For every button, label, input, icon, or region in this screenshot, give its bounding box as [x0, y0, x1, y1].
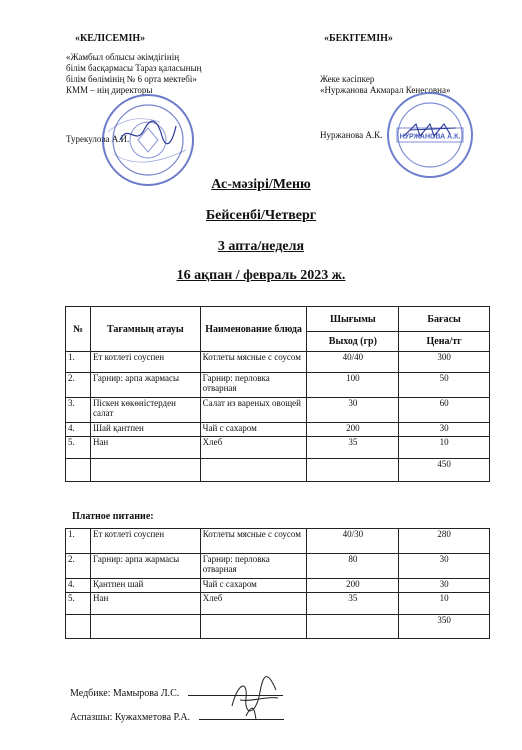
approved-line-1: Жеке кәсіпкер: [320, 74, 375, 84]
row-yield: 35: [307, 437, 399, 459]
approved-title: «БЕКІТЕМІН»: [324, 33, 393, 44]
row-num: 1.: [66, 529, 91, 554]
row-name-kz: Нан: [90, 437, 200, 459]
agreed-line-3: білім бөлімінің № 6 орта мектебі»: [66, 74, 197, 84]
agreed-signer: Турекулова А.И.: [66, 134, 130, 144]
table-row: [66, 423, 490, 437]
col-yield-kz-header: Шығымы: [307, 307, 399, 332]
table-row: [66, 398, 490, 423]
row-name-ru: Гарнир: перловка отварная: [200, 373, 307, 398]
table-header-row: [66, 307, 490, 332]
row-num: 5.: [66, 437, 91, 459]
row-price: 30: [399, 579, 490, 593]
day-title: Бейсенбі/Четверг: [205, 208, 317, 223]
table-row: [66, 373, 490, 398]
row-name-ru: Чай с сахаром: [200, 579, 307, 593]
table-row: [66, 579, 490, 593]
table-total-row: [66, 459, 490, 482]
row-yield: 100: [307, 373, 399, 398]
director-signature: [118, 118, 178, 148]
row-name-ru: Чай с сахаром: [200, 423, 307, 437]
paid-meals-label: Платное питание:: [72, 511, 154, 522]
row-price: 60: [399, 398, 490, 423]
col-price-ru-header: Цена/тг: [399, 332, 490, 352]
row-name-kz: Ет котлеті соуспен: [90, 529, 200, 554]
row-price: 280: [399, 529, 490, 554]
col-yield-ru-header: Выход (гр): [307, 332, 399, 352]
row-name-kz: Ет котлеті соуспен: [90, 352, 200, 373]
row-num: 3.: [66, 398, 91, 423]
row-name-kz: Гарнир: арпа жармасы: [90, 373, 200, 398]
paid-menu-table: [65, 528, 490, 639]
agreed-line-4: КММ – нің директоры: [66, 85, 153, 95]
row-num: 2.: [66, 554, 91, 579]
row-name-kz: Шай қантпен: [90, 423, 200, 437]
row-name-ru: Котлеты мясные с соусом: [200, 529, 307, 554]
row-name-ru: Хлеб: [200, 593, 307, 615]
row-yield: 30: [307, 398, 399, 423]
total-price: 450: [399, 459, 490, 482]
row-name-kz: Піскен көкөністерден салат: [90, 398, 200, 423]
week-title: 3 апта/неделя: [217, 239, 305, 254]
row-yield: 200: [307, 423, 399, 437]
agreed-line-1: «Жамбыл облысы әкімдігінің: [66, 52, 180, 62]
row-price: 10: [399, 593, 490, 615]
entrepreneur-signature: [400, 118, 460, 142]
row-num: 4.: [66, 579, 91, 593]
col-price-kz-header: Бағасы: [399, 307, 490, 332]
menu-table: [65, 306, 490, 482]
row-yield: 80: [307, 554, 399, 579]
row-yield: 35: [307, 593, 399, 615]
row-name-kz: Қантпен шай: [90, 579, 200, 593]
table-row: [66, 352, 490, 373]
row-name-kz: Гарнир: арпа жармасы: [90, 554, 200, 579]
row-price: 50: [399, 373, 490, 398]
col-name-ru-header: Наименование блюда: [200, 307, 307, 352]
row-name-ru: Котлеты мясные с соусом: [200, 352, 307, 373]
row-price: 300: [399, 352, 490, 373]
nurse-label: Медбике: Мамырова Л.С.: [70, 688, 180, 699]
table-row: [66, 437, 490, 459]
date-title: 16 ақпан / февраль 2023 ж.: [176, 268, 346, 283]
row-yield: 40/40: [307, 352, 399, 373]
col-name-kz-header: Тағамның атауы: [90, 307, 200, 352]
entrepreneur-stamp-text: НУРЖАНОВА А.К.: [399, 133, 461, 141]
col-num-header: №: [66, 307, 91, 352]
row-num: 1.: [66, 352, 91, 373]
table-row: [66, 593, 490, 615]
row-price: 10: [399, 437, 490, 459]
table-row: [66, 529, 490, 554]
table-row: [66, 554, 490, 579]
row-num: 2.: [66, 373, 91, 398]
row-yield: 200: [307, 579, 399, 593]
row-name-ru: Хлеб: [200, 437, 307, 459]
row-name-kz: Нан: [90, 593, 200, 615]
row-price: 30: [399, 554, 490, 579]
nurse-signature: [226, 672, 282, 722]
agreed-org-block: [66, 52, 241, 96]
table-total-row: [66, 615, 490, 639]
total-price: 350: [399, 615, 490, 639]
approved-signer: Нуржанова А.К.: [320, 130, 383, 140]
row-name-ru: Гарнир: перловка отварная: [200, 554, 307, 579]
cook-label: Аспазшы: Кужахметова Р.А.: [70, 712, 191, 723]
row-num: 5.: [66, 593, 91, 615]
row-name-ru: Салат из вареных овощей: [200, 398, 307, 423]
agreed-title: «КЕЛІСЕМІН»: [75, 33, 146, 44]
agreed-line-2: білім басқармасы Тараз қаласының: [66, 63, 202, 73]
row-yield: 40/30: [307, 529, 399, 554]
row-price: 30: [399, 423, 490, 437]
approved-line-2: «Нуржанова Акмарал Кенесовна»: [320, 85, 451, 95]
menu-title: Ас-мәзірі/Меню: [211, 177, 311, 192]
row-num: 4.: [66, 423, 91, 437]
